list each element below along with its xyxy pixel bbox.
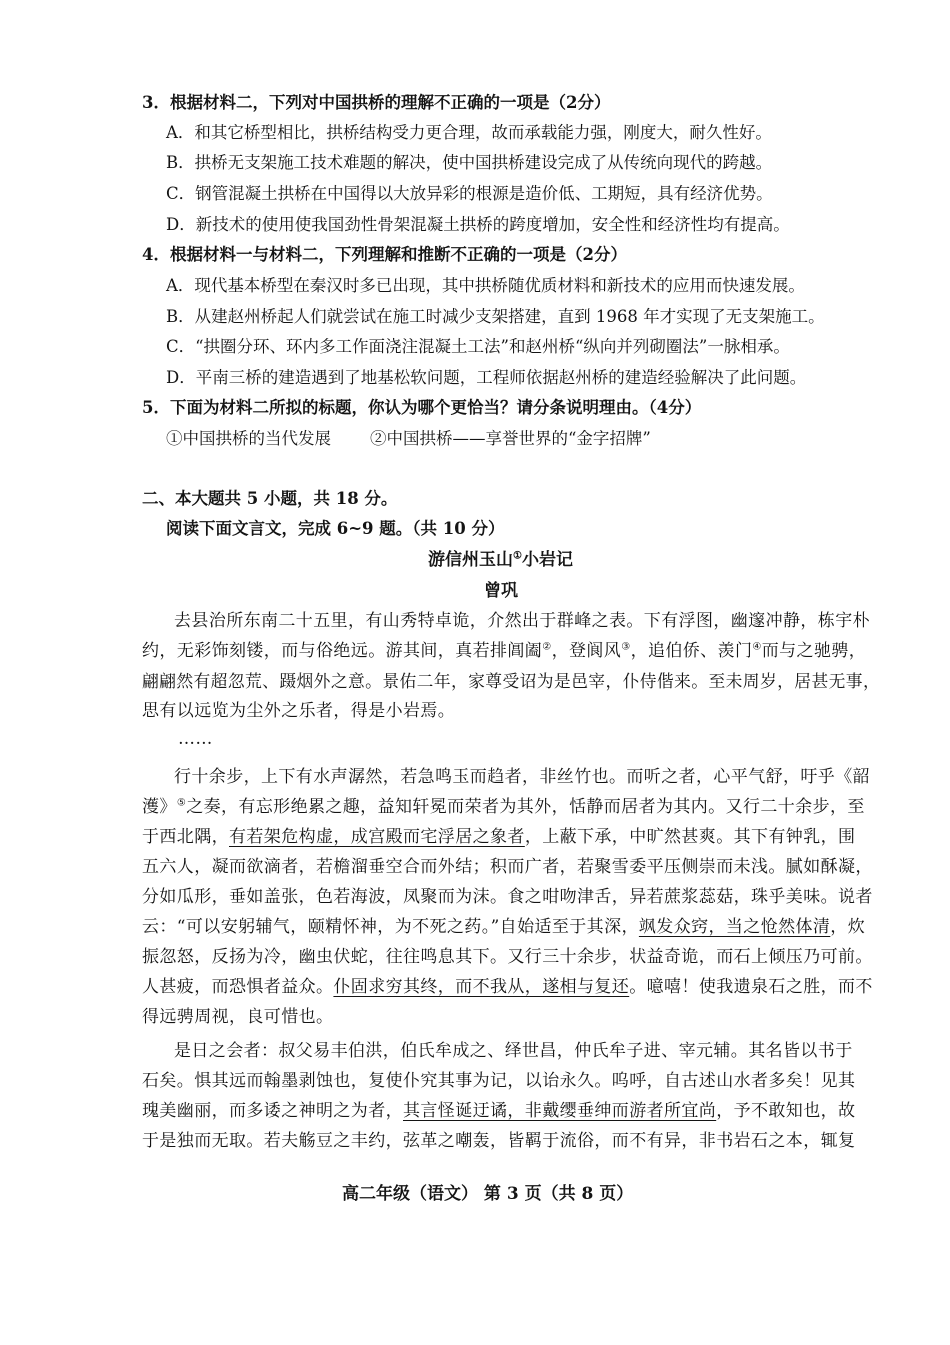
passage-p1-line-4: 思有以远览为尘外之乐者，得是小岩焉。: [142, 701, 456, 721]
passage-ellipsis: ……: [178, 729, 213, 749]
passage-p2-line-4: 五六人，凝而欲滴者，若檐溜垂空合而外结；积而广者，若聚雪委平压侧崇而未浅。腻如酥凝，: [142, 857, 873, 877]
passage-title-end: 小岩记: [521, 550, 573, 570]
passage-text: 之奏，有忘形绝累之趣，益知轩冕而荣者为其外，恬静而居者为其内。又行二十余步，至: [186, 797, 865, 817]
passage-p2-line-1: 行十余步，上下有水声潺然，若急鸣玉而趋者，非丝竹也。而听之者，心平气舒，吁乎《韶: [174, 767, 870, 787]
passage-text: 约，无彩饰刻镂，而与俗绝远。游其间，真若排阊阖: [142, 641, 543, 661]
passage-title-note: ①: [513, 550, 522, 562]
question-3-option-a: A．和其它桥型相比，拱桥结构受力更合理，故而承载能力强，刚度大，耐久性好。: [166, 123, 772, 142]
passage-p1-line-1: 去县治所东南二十五里，有山秀特卓诡，介然出于群峰之表。下有浮图，幽邃冲静，栋宇朴: [174, 611, 870, 631]
underlined-sentence: 其言怪诞迂谲，非戴缨垂绅而游者所宜尚: [403, 1101, 717, 1121]
passage-text: 人甚疲，而恐惧者益众。: [142, 977, 334, 997]
passage-p3-line-2: 石矣。惧其远而翰墨剥蚀也，复使仆究其事为记，以诒永久。呜呼，自古述山水者多矣！见其: [142, 1071, 856, 1091]
passage-p2-line-3: [142, 826, 855, 848]
passage-p2-line-7: 振忽怒，反扬为冷，幽虫伏蛇，往往鸣息其下。又行三十余步，状益奇诡，而石上倾压乃可前。: [142, 947, 873, 967]
passage-p2-line-6: [142, 916, 865, 938]
question-5-option-2: ②中国拱桥——享誉世界的“金字招牌”: [370, 429, 651, 448]
question-3-option-b: B．拱桥无支架施工技术难题的解决，使中国拱桥建设完成了从传统向现代的跨越。: [166, 153, 773, 172]
passage-p1-line-2: [142, 640, 866, 662]
underlined-sentence: 有若架危构虚，成宫殿而宅浮居之象者: [229, 827, 525, 847]
question-4-option-a: A．现代基本桥型在秦汉时多已出现，其中拱桥随优质材料和新技术的应用而快速发展。: [166, 276, 805, 295]
passage-text: 于西北隅，: [142, 827, 229, 847]
question-4-option-b: B．从建赵州桥起人们就尝试在施工时减少支架搭建，直到 1968 年才实现了无支架施工。: [166, 307, 825, 326]
question-4-option-c: C．“拱圈分环、环内多工作面浇注混凝土工法”和赵州桥“纵向并列砌圈法”一脉相承。: [166, 337, 790, 356]
passage-p2-line-8: [142, 976, 873, 998]
passage-text: ，上蔽下承，中旷然甚爽。其下有钟乳，围: [524, 827, 856, 847]
passage-author: 曾巩: [484, 581, 518, 601]
passage-p3-line-4: 于是独而无取。若夫觞豆之丰约，弦革之嘲轰，皆羁于流俗，而不有异，非书岩石之本，辄复: [142, 1131, 856, 1151]
question-4-stem: 4．根据材料一与材料二，下列理解和推断不正确的一项是（2分）: [142, 245, 627, 264]
question-5-stem: 5．下面为材料二所拟的标题，你认为哪个更恰当？请分条说明理由。（4分）: [142, 398, 702, 417]
passage-text: ，予不敢知也，故: [716, 1101, 856, 1121]
passage-p1-line-3: 翩翩然有超忽荒、蹑烟外之意。景佑二年，家尊受诏为是邑宰，仆侍偕来。至未周岁，居甚无事，: [142, 671, 881, 691]
question-5-option-1: ①中国拱桥的当代发展: [166, 429, 331, 448]
passage-text: 。噫嘻！使我遗泉石之胜，而不: [629, 977, 873, 997]
section-2-instruction: 阅读下面文言文，完成 6~9 题。（共 10 分）: [166, 519, 505, 538]
passage-text: ，登阆风: [551, 641, 622, 661]
passage-p2-line-5: 分如瓜形，垂如盖张，色若海波，凤聚而为沫。食之咁吻津舌，异若蔗浆蕊菇，珠乎美味。说者: [142, 887, 873, 907]
footnote-marker: ③: [621, 641, 631, 653]
question-3-stem: 3．根据材料二，下列对中国拱桥的理解不正确的一项是（2分）: [142, 93, 611, 112]
footnote-marker: ⑤: [176, 797, 187, 809]
passage-title-main: 游信州玉山: [428, 550, 513, 570]
passage-text: ，炊: [830, 917, 866, 937]
underlined-sentence: 飒发众窍，当之怆然体清: [638, 917, 831, 937]
question-3-option-c: C．钢管混凝土拱桥在中国得以大放异彩的根源是造价低、工期短，具有经济优势。: [166, 184, 773, 203]
passage-text: ，追伯侨、羡门: [630, 641, 753, 661]
passage-p2-line-2: [142, 796, 865, 818]
page-footer: 高二年级（语文） 第 3 页（共 8 页）: [342, 1184, 634, 1204]
section-2-heading: 二、本大题共 5 小题，共 18 分。: [142, 489, 398, 508]
passage-text: 而与之驰骋，: [761, 641, 867, 661]
passage-title: [428, 549, 573, 571]
passage-p3-line-3: [142, 1100, 855, 1122]
underlined-sentence: 仆固求穷其终，而不我从，遂相与复还: [333, 977, 630, 997]
question-4-option-d: D．平南三桥的建造遇到了地基松软问题，工程师依据赵州桥的建造经验解决了此问题。: [166, 368, 807, 387]
footnote-marker: ④: [752, 641, 762, 653]
footnote-marker: ②: [542, 641, 552, 653]
passage-text: 云：“可以安躬辅气，颐精怀神，为不死之药。”自始适至于其深，: [142, 917, 639, 937]
passage-p3-line-1: 是日之会者：叔父易丰伯洪，伯氏牟成之、绎世昌，仲氏牟子进、宰元辅。其名皆以书于: [174, 1041, 853, 1061]
passage-text: 濩》: [142, 797, 177, 817]
passage-text: 瑰美幽丽，而多诿之神明之为者，: [142, 1101, 403, 1121]
question-3-option-d: D．新技术的使用使我国劲性骨架混凝土拱桥的跨度增加，安全性和经济性均有提高。: [166, 215, 790, 234]
passage-p2-line-9: 得远骋周视，良可惜也。: [142, 1007, 334, 1027]
